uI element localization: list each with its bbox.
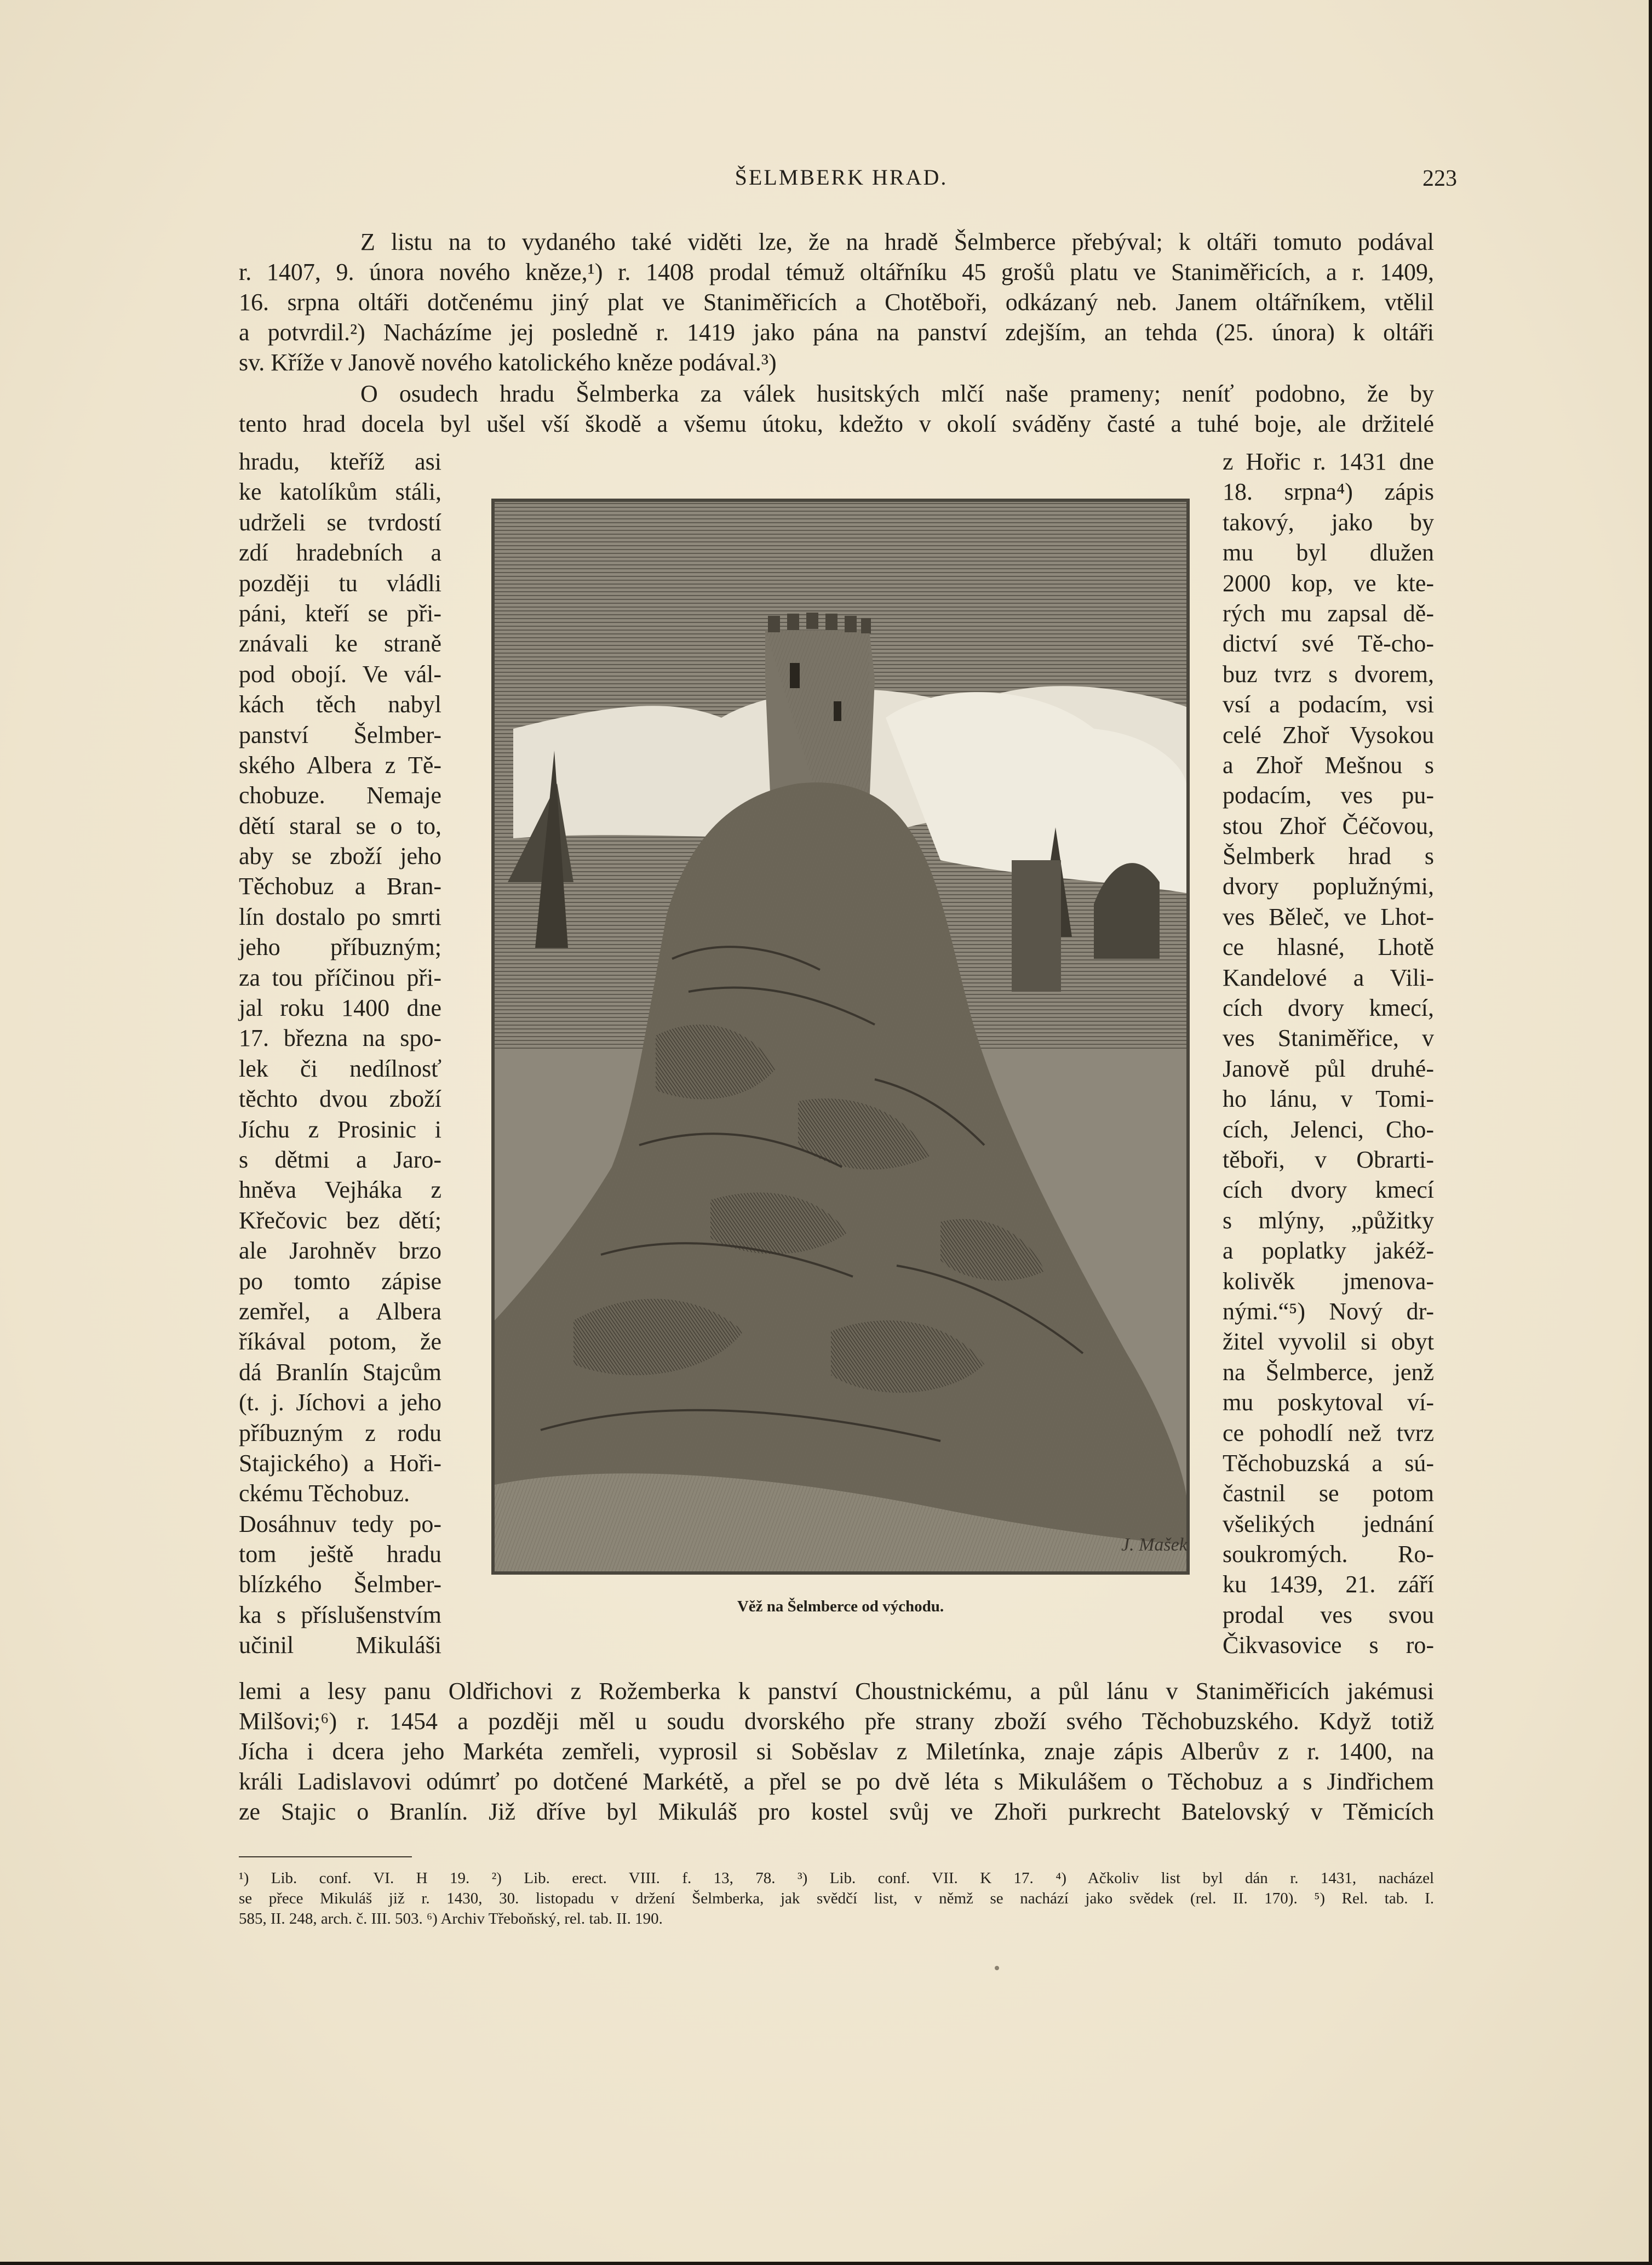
text-line: udrželi se tvrdostí	[239, 508, 441, 536]
text-line: blízkého Šelmber-	[239, 1571, 441, 1598]
text-line: mu byl dlužen	[1223, 539, 1434, 567]
text-line: a Zhoř Mešnou s	[1223, 751, 1434, 779]
text-line: s dětmi a Jaro-	[239, 1146, 441, 1173]
text-line: znávali ke straně	[239, 630, 441, 657]
text-line: ku 1439, 21. září	[1223, 1571, 1434, 1598]
text-line: dá Branlín Stajcům	[239, 1358, 441, 1386]
text-line: kolivěk jmenova-	[1223, 1267, 1434, 1295]
engraving-illustration	[491, 499, 1190, 1575]
text-line: vsí a podacím, vsi	[1223, 691, 1434, 718]
text-line: ka s příslušenstvím	[239, 1601, 441, 1628]
column-right	[1223, 447, 1434, 1661]
text-line: z Hořic r. 1431 dne	[1223, 448, 1434, 475]
column-left	[239, 447, 441, 1661]
text-line: 17. března na spo-	[239, 1025, 441, 1052]
text-line: Jícha i dcera jeho Markéta zemřeli, vyprosil si Soběslav z Miletínka, znaje zápis Alberův z r. 1400, na	[239, 1738, 1434, 1765]
text-line: ale Jarohněv brzo	[239, 1237, 441, 1265]
page-number: 223	[1422, 166, 1457, 191]
text-line: 2000 kop, ve kte-	[1223, 569, 1434, 597]
text-line: celé Zhoř Vysokou	[1223, 721, 1434, 748]
text-line: ho lánu, v Tomi-	[1223, 1085, 1434, 1113]
text-line: buz tvrz s dvorem,	[1223, 660, 1434, 688]
text-line: Z listu na to vydaného také viděti lze, že na hradě Šelmberce přebýval; k oltáři tomuto podával	[360, 228, 1434, 255]
text-line: r. 1407, 9. února nového kněze,¹) r. 1408 prodal témuž oltářníku 45 grošů platu ve Staniměřicích, a r. 1409,	[239, 259, 1434, 285]
text-line: 16. srpna oltáři dotčenému jiný plat ve Staniměřicích a Chotěboři, odkázaný neb. Janem oltářníkem, vtělil	[239, 289, 1434, 316]
text-line: Šelmberk hrad s	[1223, 843, 1434, 870]
tower-on-rock-engraving	[491, 499, 1190, 1575]
text-line: příbuzným z rodu	[239, 1419, 441, 1446]
text-line: Janově půl druhé-	[1223, 1055, 1434, 1082]
scan-edge-right	[1649, 0, 1652, 2265]
text-line: Čikvasovice s ro-	[1223, 1632, 1434, 1659]
text-line: Dosáhnuv tedy po-	[239, 1510, 441, 1537]
paragraph-top	[239, 227, 1434, 378]
paragraph-bottom	[239, 1676, 1434, 1827]
text-line: ke katolíkům stáli,	[239, 478, 441, 506]
text-line: 18. srpna⁴) zápis	[1223, 478, 1434, 506]
text-line: Těchobuzská a sú-	[1223, 1449, 1434, 1477]
text-line: Kandelové a Vili-	[1223, 964, 1434, 991]
text-line: dětí staral se o to,	[239, 812, 441, 839]
figure-caption: Věž na Šelmberce od východu.	[737, 1598, 944, 1615]
engraver-signature: J. Mašek	[1121, 1535, 1188, 1555]
text-line: sv. Kříže v Janově nového katolického kněze podával.³)	[239, 349, 777, 376]
text-line: O osudech hradu Šelmberka za válek husitských mlčí naše prameny; neníť podobno, že by	[360, 380, 1434, 407]
footnote-line: ¹) Lib. conf. VI. H 19. ²) Lib. erect. VIII. f. 13, 78. ³) Lib. conf. VII. K 17. ⁴) Ačkoliv list byl dán r. 1431, nacházel	[239, 1869, 1434, 1887]
footnote-line: 585, II. 248, arch. č. III. 503. ⁶) Archiv Třeboňský, rel. tab. II. 190.	[239, 1910, 663, 1927]
text-line: zdí hradebních a	[239, 539, 441, 567]
text-line: zemřel, a Albera	[239, 1297, 441, 1325]
text-line: soukromých. Ro-	[1223, 1541, 1434, 1568]
text-line: Milšovi;⁶) r. 1454 a později měl u soudu dvorského pře strany zboží svého Těchobuzského. Když totiž	[239, 1708, 1434, 1735]
text-line: lín dostalo po smrti	[239, 903, 441, 930]
text-line: Jíchu z Prosinic i	[239, 1116, 441, 1143]
text-line: ckému Těchobuz.	[239, 1480, 410, 1507]
text-line: Stajického) a Hoři-	[239, 1449, 441, 1477]
text-line: všelikých jednání	[1223, 1510, 1434, 1537]
text-line: cích, Jelenci, Cho-	[1223, 1116, 1434, 1143]
text-line: lemi a lesy panu Oldřichovi z Rožemberka k panství Choustnickému, a půl lánu v Staniměřicích jakémusi	[239, 1678, 1434, 1705]
text-line: ce hlasné, Lhotě	[1223, 934, 1434, 961]
text-line: (t. j. Jíchovi a jeho	[239, 1389, 441, 1416]
text-line: Křečovic bez dětí;	[239, 1206, 441, 1234]
text-line: kách těch nabyl	[239, 691, 441, 718]
text-line: po tomto zápise	[239, 1267, 441, 1295]
text-line: panství Šelmber-	[239, 721, 441, 748]
text-line: aby se zboží jeho	[239, 843, 441, 870]
text-line: podacím, ves pu-	[1223, 782, 1434, 809]
text-line: jal roku 1400 dne	[239, 994, 441, 1022]
text-line: stou Zhoř Čéčovou,	[1223, 812, 1434, 839]
text-line: těchto dvou zboží	[239, 1085, 441, 1113]
text-line: pod obojí. Ve vál-	[239, 660, 441, 688]
text-line: páni, kteří se při-	[239, 599, 441, 627]
text-line: a poplatky jakéž-	[1223, 1237, 1434, 1265]
text-line: na Šelmberce, jenž	[1223, 1358, 1434, 1386]
ink-speck	[995, 1966, 999, 1970]
text-line: mu poskytoval ví-	[1223, 1389, 1434, 1416]
text-line: ze Stajic o Branlín. Již dříve byl Mikuláš pro kostel svůj ve Zhoři purkrecht Batelovský v Těmicích	[239, 1798, 1434, 1825]
text-line: učinil Mikuláši	[239, 1632, 441, 1659]
text-line: za tou příčinou při-	[239, 964, 441, 991]
text-line: tento hrad docela byl ušel vší škodě a všemu útoku, kdežto v okolí sváděny časté a tuhé boje, ale držitelé	[239, 410, 1434, 437]
text-line: těboři, v Obrarti-	[1223, 1146, 1434, 1173]
text-line: dvory poplužnými,	[1223, 873, 1434, 900]
text-line: prodal ves svou	[1223, 1601, 1434, 1628]
footnote-separator	[239, 1856, 412, 1857]
text-line: říkával potom, že	[239, 1328, 441, 1355]
text-line: králi Ladislavovi odúmrť po dotčené Markétě, a přel se po dvě léta s Mikulášem o Těchobuz a s Jindřichem	[239, 1768, 1434, 1795]
footnote-line: se přece Mikuláš již r. 1430, 30. listopadu v držení Šelmberka, jak svědčí list, v němž se nachází jako svědek (rel. II. 170). ⁵) Rel. tab. I.	[239, 1890, 1434, 1907]
text-line: ce pohodlí než tvrz	[1223, 1419, 1434, 1446]
footnotes	[239, 1868, 1434, 1929]
text-line: hradu, kteříž asi	[239, 448, 441, 475]
text-line: lek či nedílnosť	[239, 1055, 441, 1082]
text-line: žitel vyvolil si obyt	[1223, 1328, 1434, 1355]
text-line: tom ještě hradu	[239, 1541, 441, 1568]
text-line: a potvrdil.²) Nacházíme jej posledně r. 1419 jako pána na panství zdejším, an tehda (25. února) k oltáři	[239, 319, 1434, 346]
text-line: chobuze. Nemaje	[239, 782, 441, 809]
text-line: takový, jako by	[1223, 508, 1434, 536]
paragraph-mid	[239, 379, 1434, 439]
text-line: častnil se potom	[1223, 1480, 1434, 1507]
text-line: ského Albera z Tě-	[239, 751, 441, 779]
text-line: cích dvory kmecí	[1223, 1176, 1434, 1204]
text-line: jeho příbuzným;	[239, 934, 441, 961]
text-line: později tu vládli	[239, 569, 441, 597]
text-line: ves Staniměřice, v	[1223, 1025, 1434, 1052]
text-line: rých mu zapsal dě-	[1223, 599, 1434, 627]
scan-edge-bottom	[0, 2262, 1652, 2265]
text-line: cích dvory kmecí,	[1223, 994, 1434, 1022]
text-line: Těchobuz a Bran-	[239, 873, 441, 900]
text-line: nými.“⁵) Nový dr-	[1223, 1297, 1434, 1325]
running-title: ŠELMBERK HRAD.	[735, 165, 948, 190]
text-line: ves Běleč, ve Lhot-	[1223, 903, 1434, 930]
text-line: s mlýny, „půžitky	[1223, 1206, 1434, 1234]
text-line: dictví své Tě-cho-	[1223, 630, 1434, 657]
text-line: hněva Vejháka z	[239, 1176, 441, 1204]
